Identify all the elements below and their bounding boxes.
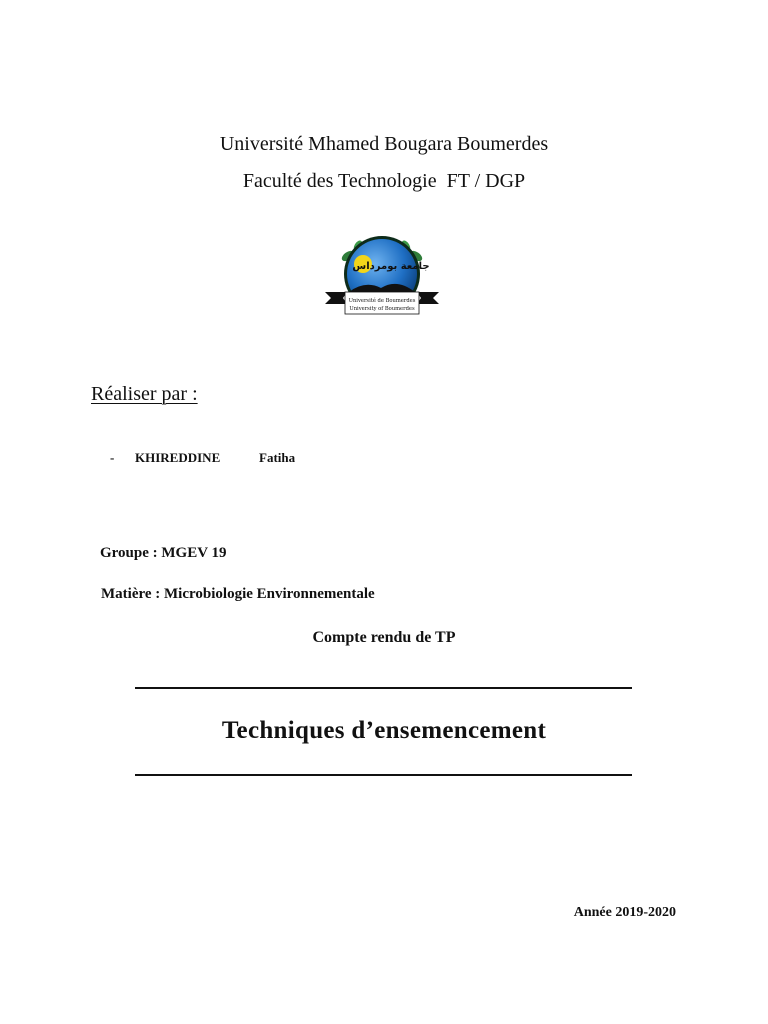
group-line: Groupe : MGEV 19 (100, 545, 227, 561)
logo-caption-fr: Université de Boumerdes (348, 298, 416, 304)
document-title: Techniques d’ensemencement (221, 717, 547, 744)
logo-caption-en: University of Boumerdes (349, 306, 415, 312)
academic-year: Année 2019-2020 (573, 905, 676, 920)
report-type: Compte rendu de TP (312, 629, 456, 646)
title-divider-top (135, 687, 632, 689)
author-bullet: - (110, 450, 115, 465)
university-name: Université Mhamed Bougara Boumerdes (219, 133, 549, 155)
title-divider-bottom (135, 774, 632, 776)
author-list-item (97, 431, 295, 485)
author-first-name: Fatiha (259, 450, 296, 465)
university-seal-icon (323, 236, 441, 324)
logo-arabic-text: جامعة بومرداس (352, 261, 430, 272)
faculty-name: Faculté des Technologie FT / DGP (242, 170, 526, 192)
subject-line: Matière : Microbiologie Environnementale (101, 586, 375, 602)
authors-label: Réaliser par : (91, 383, 198, 405)
author-last-name: KHIREDDINE (135, 450, 221, 465)
